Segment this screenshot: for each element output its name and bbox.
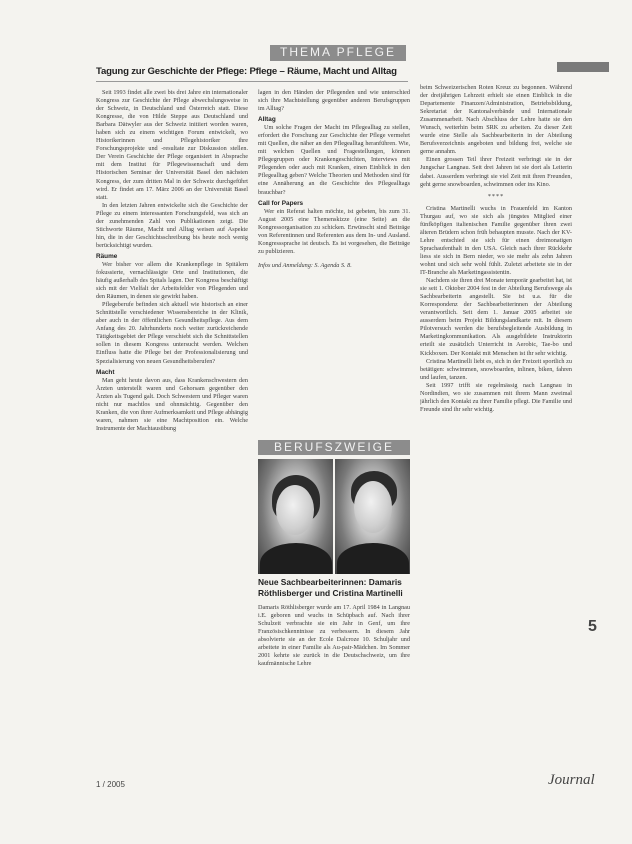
- paragraph: Um solche Fragen der Macht im Pflegealltag zu stellen, erfordert die Forschung zur Geschichte der Pflege vermehrt mit Quellen, die näher an den Pflegealltag heranführen. Wie, mit welchen Quellen und Fragestellungen, können Pflegegruppen oder Krankengeschichten, Interviews mit Pflegenden oder auch mit Kranken, einen Einblick in den Pflegealltag geben? Welche Theorien und Methoden sind für eine Annäherung an die Geschichte des Pflegealltags brauchbar?: [258, 124, 410, 196]
- portrait-photo-2: [335, 459, 410, 574]
- paragraph: lagen in den Händen der Pflegenden und wie unterschied sich ihre Machtstellung gegenüber anderen Berufsgruppen im Alltag?: [258, 89, 410, 113]
- paragraph: Man geht heute davon aus, dass Krankenschwestern den Ärzten unterstellt waren und Gehorsam gegenüber den Ärzten als Tugend galt. Doch Schwestern und Pfleger waren nicht nur machtlos und ohnmächtig. Gegenüber den Kranken, die von ihrer Aufmerksamkeit und Pflege abhängig waren, nahmen sie eine Machtposition ein. Welche Instrumente der Machtausübung: [96, 376, 248, 432]
- paragraph: Cristina Martinelli liebt es, sich in der Freizeit sportlich zu betätigen: schwimmen, snowboarden, inlinen, biken, fahren und laufen, tanzen.: [420, 357, 572, 381]
- paragraph: Wer ein Referat halten möchte, ist gebeten, bis zum 31. August 2005 eine Themenskizze (eine Seite) an die Kongressorganisation zu schicken. Erwünscht sind Beiträge von Referentinnen und Referenten aus dem In- und Ausland. Kongresssprache ist deutsch. Es ist vorgesehen, die Beiträge zu publizieren.: [258, 207, 410, 255]
- subheading-macht: Macht: [96, 368, 115, 376]
- article-column-1: [96, 89, 248, 699]
- article-headline: Tagung zur Geschichte der Pflege: Pflege – Räume, Macht und Alltag: [96, 66, 397, 77]
- paragraph: Wer bisher vor allem die Krankenpflege in Spitälern fokussierte, vernachlässigte Orte und Institutionen, die häufig außerhalb des Spitals lagen. Der Kongress beschäftigt sich mit der Vielfalt der Arbeitsfelder von Pflegenden und den Räumen, in denen sie gewirkt haben.: [96, 260, 248, 301]
- paragraph: Cristina Martinelli wuchs in Frauenfeld im Kanton Thurgau auf, wo sie sich als jüngstes Mitglied einer fünfköpfigen italienischen Familie gegenüber ihren zwei älteren Brüdern schon früh behaupten musste. Nach der KV-Lehre entschied sie sich für einen dreimonatigen Sprachaufenthalt in den USA. Gleich nach ihrer Rückkehr liess sie sich in Bern nieder, wo sie mehr als zehn Jahren wohnt und sich sehr wohl fühlt. Zuletzt arbeitete sie in der IT-Branche als Marketingassistentin.: [420, 204, 572, 277]
- source-note: Infos und Anmeldung: S. Agenda S. 8.: [258, 261, 352, 269]
- paragraph: Seit 1993 findet alle zwei bis drei Jahre ein internationaler Kongress zur Geschichte der Pflege abwechslungsweise in der Schweiz, in Deutschland und Österreich statt. Diese Kongresse, die von Hilde Steppe aus Deutschland und Barbara Dätwyler aus der Schweiz initiiert worden waren, haben sich zu einem wichtigen Forum entwickelt, wo Historikerinnen und Pflegehistoriker ihre Forschungsprojekte und -resultate zur Diskussion stellen. Der Verein Geschichte der Pflege organisiert in Absprache mit dem Institut für Pflegewissenschaft und dem Historischen Seminar der Universität Basel den nächsten Kongress, der zum dritten Mal in der Schweiz durchgeführt wird. Er findet am 17. März 2006 an der Universität Basel statt.: [96, 89, 248, 201]
- subheading-raeume: Räume: [96, 252, 118, 260]
- section-tab-right: [557, 62, 609, 72]
- paragraph: Seit 1997 trifft sie regelmässig nach Langnau in Nordindien, wo sie zusammen mit ihrem Mann zweimal jährlich den Kontakt zu ihrer Familie pflegt. Die Familie und Freunde sind ihr sehr wichtig.: [420, 381, 572, 413]
- paragraph: Nachdem sie ihren drei Monate temporär gearbeitet hat, ist sie seit 1. Oktober 2004 fest in der Abteilung Berufswege als Sachbearbeiterin angestellt. Sie ist u.a. für die Korrespondenz der Sachbearbeiterinnen der Abteilung verantwortlich. Seit dem 1. Januar 2005 arbeitet sie ausserdem beim Projekt Bildungslandkarte mit. In diesem Pilotversuch werden die berufsbegleitende Ausbildung in Marketingkommunikation. Als ausgebildete Instruktorin erteilt sie zusätzlich Unterricht in Aerobic, Tae-bo und Kickboxen. Der Kontakt mit Menschen ist ihr sehr wichtig.: [420, 277, 572, 357]
- issue-label: 1 / 2005: [96, 780, 125, 789]
- subheading-alltag: Alltag: [258, 116, 276, 124]
- right-column: [420, 84, 572, 714]
- headline-rule: [96, 81, 408, 82]
- subheading-call-for-papers: Call for Papers: [258, 199, 304, 207]
- article-column-2: [258, 89, 410, 445]
- section-banner-berufszweige: BERUFSZWEIGE: [258, 440, 410, 455]
- paragraph: beim Schweizerischen Roten Kreuz zu begonnen. Während der dreijährigen Lehrzeit erhielt sie einen Einblick in die Departemente Finanzen/Administration, Betriebsbildung, Sekretariat der Kantonalverbände und Internationale Zusammenarbeit. Nach Abschluss der Lehre hatte sie den Wunsch, weiterhin beim SRK zu arbeiten. Zu dieser Zeit wurde eine Stelle als Sachbearbeiterin in der Abteilung Berufsverzeichnis angeboten und bildung frei, welche sie gerne annahm.: [420, 84, 572, 156]
- article2-column-1: [258, 604, 410, 710]
- paragraph: In den letzten Jahren entwickelte sich die Geschichte der Pflege zu einem interessanten Forschungsfeld, was sich an der zunehmenden Zahl von Publikationen zeigt. Die Stichworte Räume, Macht und Alltag weisen auf Aspekte hin, die in der Geschichtsschreibung bis heute noch wenig berücksichtigt wurden.: [96, 201, 248, 249]
- paragraph: Pflegeberufe befinden sich aktuell wie historisch an einer Schnittstelle verschiedener Wissensbereiche in der Klinik, aber auch in der öffentlichen Gesundheitspflege. Aus dem Anfang des 20. Jahrhunderts noch weiter zurückreichende Tätigkeitsgebiet der Pflege verschiebt sich die Schnittstellen sollen in diesem Kongress untersucht werden. Welchen Einfluss hatte die Pflege bei der Professionalisierung und Spezialisierung von neuen Gesundheitsberufen?: [96, 301, 248, 365]
- portrait-photo-1: [258, 459, 333, 574]
- paragraph: Einen grossen Teil ihrer Freizeit verbringt sie in der Jungschar Langnau. Seit drei Jahren ist sie dort als Leiterin dabei. Ausserdem verbringt sie viel Zeit mit ihren Freunden, geht gerne snowboarden, schwimmen oder ins Kino.: [420, 156, 572, 188]
- article2-headline: Neue Sachbearbeiterinnen: Damaris Röthlisberger und Cristina Martinelli: [258, 577, 403, 598]
- page-number: 5: [588, 618, 597, 635]
- section-banner: THEMA PFLEGE: [270, 45, 406, 61]
- paragraph: Damaris Röthlisberger wurde am 17. April 1984 in Langnau i.E. geboren und wuchs in Schüpbach auf. Nach ihrer Schulzeit verbrachte sie ein Jahr in Genf, um ihre Französischkenntnisse zu verbessern. In diesem Jahr absolvierte sie an der Ecole Dalcroze 10. Schuljahr und arbeitete in einer Familie als Au-pair-Mädchen. Im Sommer 2001 kehrte sie zurück in die Deutschschweiz, um ihre kaufmännische Lehre: [258, 604, 410, 668]
- journal-logo: Journal: [548, 772, 595, 788]
- section-divider: ****: [487, 192, 505, 200]
